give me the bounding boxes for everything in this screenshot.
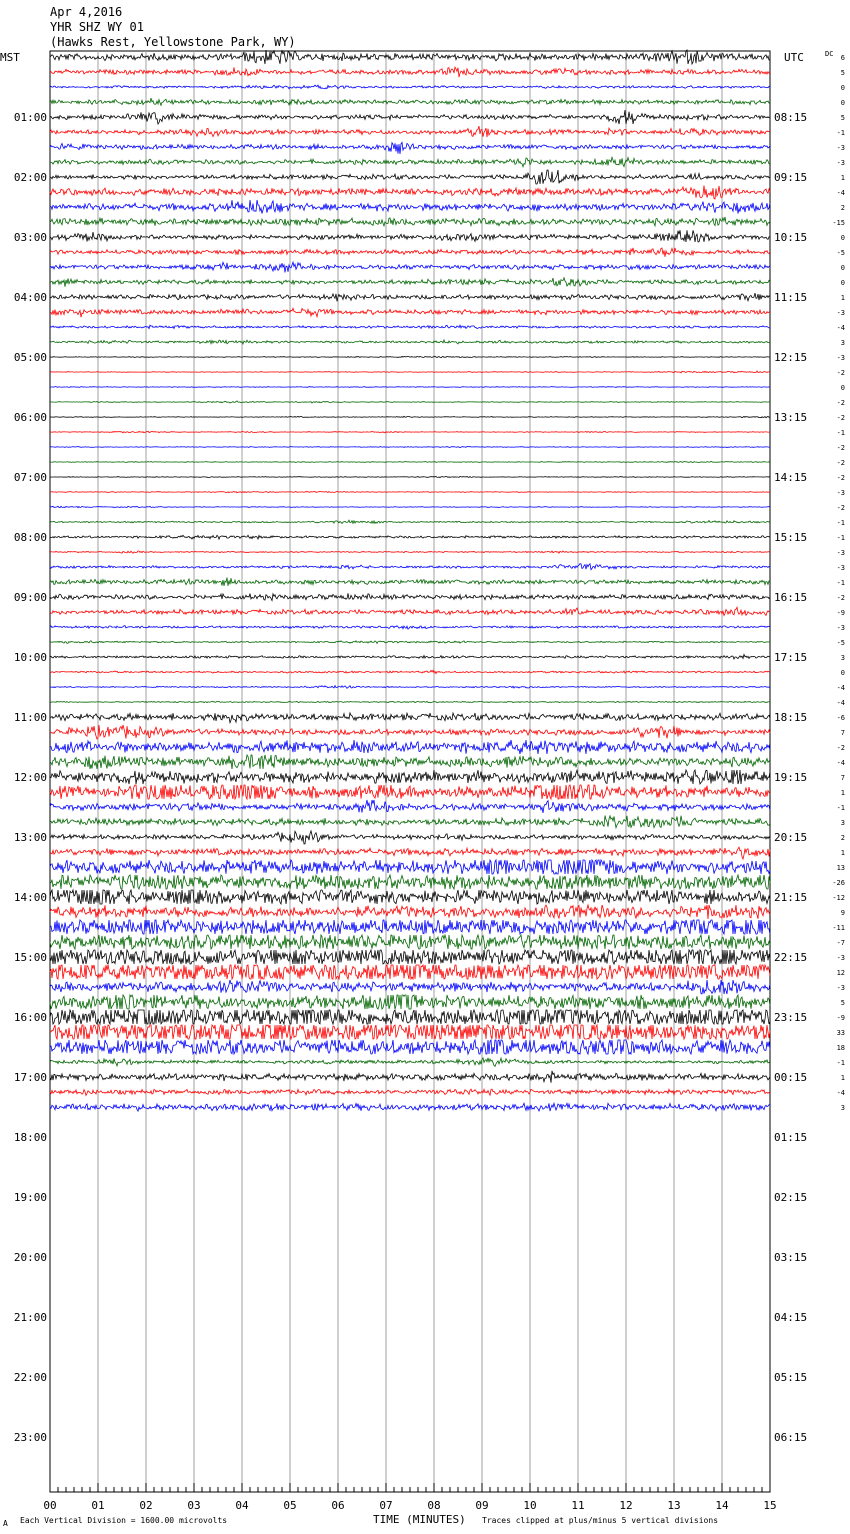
dc-offset-label: -3 [836, 489, 845, 497]
x-tick-label: 05 [283, 1499, 297, 1512]
left-hour-label: 23:00 [13, 1431, 47, 1444]
dc-offset-label: 1 [840, 294, 845, 302]
dc-offset-label: -3 [836, 984, 845, 992]
left-hour-label: 19:00 [13, 1191, 47, 1204]
dc-offset-label: -3 [836, 549, 845, 557]
left-hour-label: 17:00 [13, 1071, 47, 1084]
right-hour-label: 19:15 [774, 771, 808, 784]
x-tick-label: 06 [331, 1499, 345, 1512]
dc-offset-label: 1 [840, 174, 845, 182]
x-tick-label: 14 [715, 1499, 729, 1512]
x-tick-label: 00 [43, 1499, 57, 1512]
dc-offset-label: -1 [836, 804, 845, 812]
dc-offset-label: -2 [836, 474, 845, 482]
dc-offset-label: 2 [840, 204, 845, 212]
dc-offset-label: -3 [836, 309, 845, 317]
dc-offset-label: 3 [840, 819, 845, 827]
scale-note: Each Vertical Division = 1600.00 microvolts [20, 1516, 228, 1525]
right-hour-label: 22:15 [774, 951, 808, 964]
x-tick-label: 03 [187, 1499, 201, 1512]
x-tick-label: 15 [763, 1499, 777, 1512]
dc-offset-label: -2 [836, 399, 845, 407]
dc-offset-label: -5 [836, 249, 845, 257]
left-hour-label: 01:00 [13, 111, 47, 124]
dc-offset-label: 0 [840, 99, 845, 107]
dc-offset-label: -1 [836, 129, 845, 137]
right-hour-label: 12:15 [774, 351, 808, 364]
right-hour-label: 03:15 [774, 1251, 808, 1264]
dc-offset-label: -9 [836, 1014, 845, 1022]
dc-offset-label: -9 [836, 609, 845, 617]
dc-offset-label: 1 [840, 789, 845, 797]
right-hour-label: 04:15 [774, 1311, 808, 1324]
dc-offset-label: -2 [836, 459, 845, 467]
dc-offset-label: -15 [832, 219, 845, 227]
left-hour-label: 05:00 [13, 351, 47, 364]
left-hour-label: 08:00 [13, 531, 47, 544]
dc-offset-label: -7 [836, 939, 845, 947]
dc-offset-label: -4 [836, 759, 845, 767]
right-hour-label: 14:15 [774, 471, 808, 484]
dc-offset-label: -1 [836, 519, 845, 527]
dc-offset-label: 0 [840, 264, 845, 272]
dc-offset-label: 3 [840, 654, 845, 662]
dc-offset-label: 0 [840, 279, 845, 287]
left-hour-label: 12:00 [13, 771, 47, 784]
dc-offset-label: 9 [840, 909, 845, 917]
dc-offset-label: -12 [832, 894, 845, 902]
dc-offset-label: -1 [836, 429, 845, 437]
dc-offset-label: -3 [836, 624, 845, 632]
dc-offset-label: -4 [836, 189, 845, 197]
left-hour-label: 09:00 [13, 591, 47, 604]
right-hour-label: 23:15 [774, 1011, 808, 1024]
dc-offset-label: -1 [836, 534, 845, 542]
dc-offset-label: 1 [840, 849, 845, 857]
dc-offset-label: -6 [836, 714, 845, 722]
dc-offset-label: 0 [840, 384, 845, 392]
right-hour-label: 01:15 [774, 1131, 808, 1144]
dc-offset-label: 33 [836, 1029, 845, 1037]
dc-offset-label: 1 [840, 1074, 845, 1082]
dc-offset-label: -2 [836, 414, 845, 422]
date-label: Apr 4,2016 [50, 5, 123, 19]
left-hour-label: 02:00 [13, 171, 47, 184]
dc-offset-label: -11 [832, 924, 845, 932]
dc-offset-label: 5 [840, 114, 845, 122]
x-tick-label: 12 [619, 1499, 633, 1512]
dc-offset-label: 0 [840, 234, 845, 242]
dc-offset-label: 3 [840, 339, 845, 347]
dc-offset-label: -3 [836, 954, 845, 962]
dc-offset-label: -3 [836, 159, 845, 167]
dc-offset-label: -4 [836, 684, 845, 692]
right-hour-label: 06:15 [774, 1431, 808, 1444]
dc-offset-label: -1 [836, 1059, 845, 1067]
dc-offset-label: -2 [836, 369, 845, 377]
corner-mark: A [3, 1519, 8, 1528]
dc-offset-label: 7 [840, 774, 845, 782]
dc-offset-label: -1 [836, 579, 845, 587]
location-label: (Hawks Rest, Yellowstone Park, WY) [50, 35, 296, 49]
right-hour-label: 21:15 [774, 891, 808, 904]
dc-offset-label: 5 [840, 69, 845, 77]
left-hour-label: 18:00 [13, 1131, 47, 1144]
left-hour-label: 22:00 [13, 1371, 47, 1384]
left-hour-label: 14:00 [13, 891, 47, 904]
x-tick-label: 02 [139, 1499, 153, 1512]
left-hour-label: 21:00 [13, 1311, 47, 1324]
dc-offset-label: -3 [836, 354, 845, 362]
right-hour-label: 00:15 [774, 1071, 808, 1084]
left-hour-label: 13:00 [13, 831, 47, 844]
dc-offset-label: -26 [832, 879, 845, 887]
dc-offset-label: -2 [836, 444, 845, 452]
dc-offset-label: 5 [840, 999, 845, 1007]
dc-offset-label: 0 [840, 84, 845, 92]
left-hour-label: 16:00 [13, 1011, 47, 1024]
right-hour-label: 18:15 [774, 711, 808, 724]
dc-offset-label: -3 [836, 564, 845, 572]
left-hour-label: 15:00 [13, 951, 47, 964]
dc-offset-label: -2 [836, 594, 845, 602]
dc-offset-label: 2 [840, 834, 845, 842]
dc-offset-label: 0 [840, 669, 845, 677]
left-hour-label: 04:00 [13, 291, 47, 304]
right-hour-label: 16:15 [774, 591, 808, 604]
right-hour-label: 20:15 [774, 831, 808, 844]
x-tick-label: 01 [91, 1499, 105, 1512]
right-hour-label: 09:15 [774, 171, 808, 184]
station-label: YHR SHZ WY 01 [50, 20, 144, 34]
left-hour-label: 07:00 [13, 471, 47, 484]
left-hour-label: 06:00 [13, 411, 47, 424]
right-hour-label: 17:15 [774, 651, 808, 664]
right-hour-label: 08:15 [774, 111, 808, 124]
x-tick-label: 08 [427, 1499, 441, 1512]
x-tick-label: 09 [475, 1499, 489, 1512]
x-tick-label: 10 [523, 1499, 537, 1512]
x-tick-label: 04 [235, 1499, 249, 1512]
dc-offset-label: -2 [836, 744, 845, 752]
left-timezone-label: MST [0, 51, 20, 64]
dc-offset-label: 6 [840, 54, 845, 62]
left-hour-label: 20:00 [13, 1251, 47, 1264]
right-hour-label: 02:15 [774, 1191, 808, 1204]
right-hour-label: 05:15 [774, 1371, 808, 1384]
dc-offset-label: -5 [836, 639, 845, 647]
x-tick-label: 11 [571, 1499, 585, 1512]
dc-offset-label: -4 [836, 324, 845, 332]
dc-offset-label: 18 [836, 1044, 845, 1052]
right-hour-label: 15:15 [774, 531, 808, 544]
right-hour-label: 13:15 [774, 411, 808, 424]
left-hour-label: 11:00 [13, 711, 47, 724]
x-axis-label: TIME (MINUTES) [373, 1513, 466, 1526]
dc-offset-label: -4 [836, 1089, 845, 1097]
clip-note: Traces clipped at plus/minus 5 vertical divisions [482, 1516, 719, 1525]
dc-offset-label: -2 [836, 504, 845, 512]
dc-offset-label: 13 [836, 864, 845, 872]
dc-offset-label: -3 [836, 144, 845, 152]
left-hour-label: 03:00 [13, 231, 47, 244]
left-hour-label: 10:00 [13, 651, 47, 664]
dc-offset-label: 7 [840, 729, 845, 737]
dc-offset-label: -4 [836, 699, 845, 707]
right-hour-label: 11:15 [774, 291, 808, 304]
dc-offset-label: 3 [840, 1104, 845, 1112]
dc-header-label: DC [825, 50, 834, 58]
x-tick-label: 07 [379, 1499, 393, 1512]
dc-offset-label: 12 [836, 969, 845, 977]
x-tick-label: 13 [667, 1499, 681, 1512]
right-timezone-label: UTC [784, 51, 804, 64]
right-hour-label: 10:15 [774, 231, 808, 244]
